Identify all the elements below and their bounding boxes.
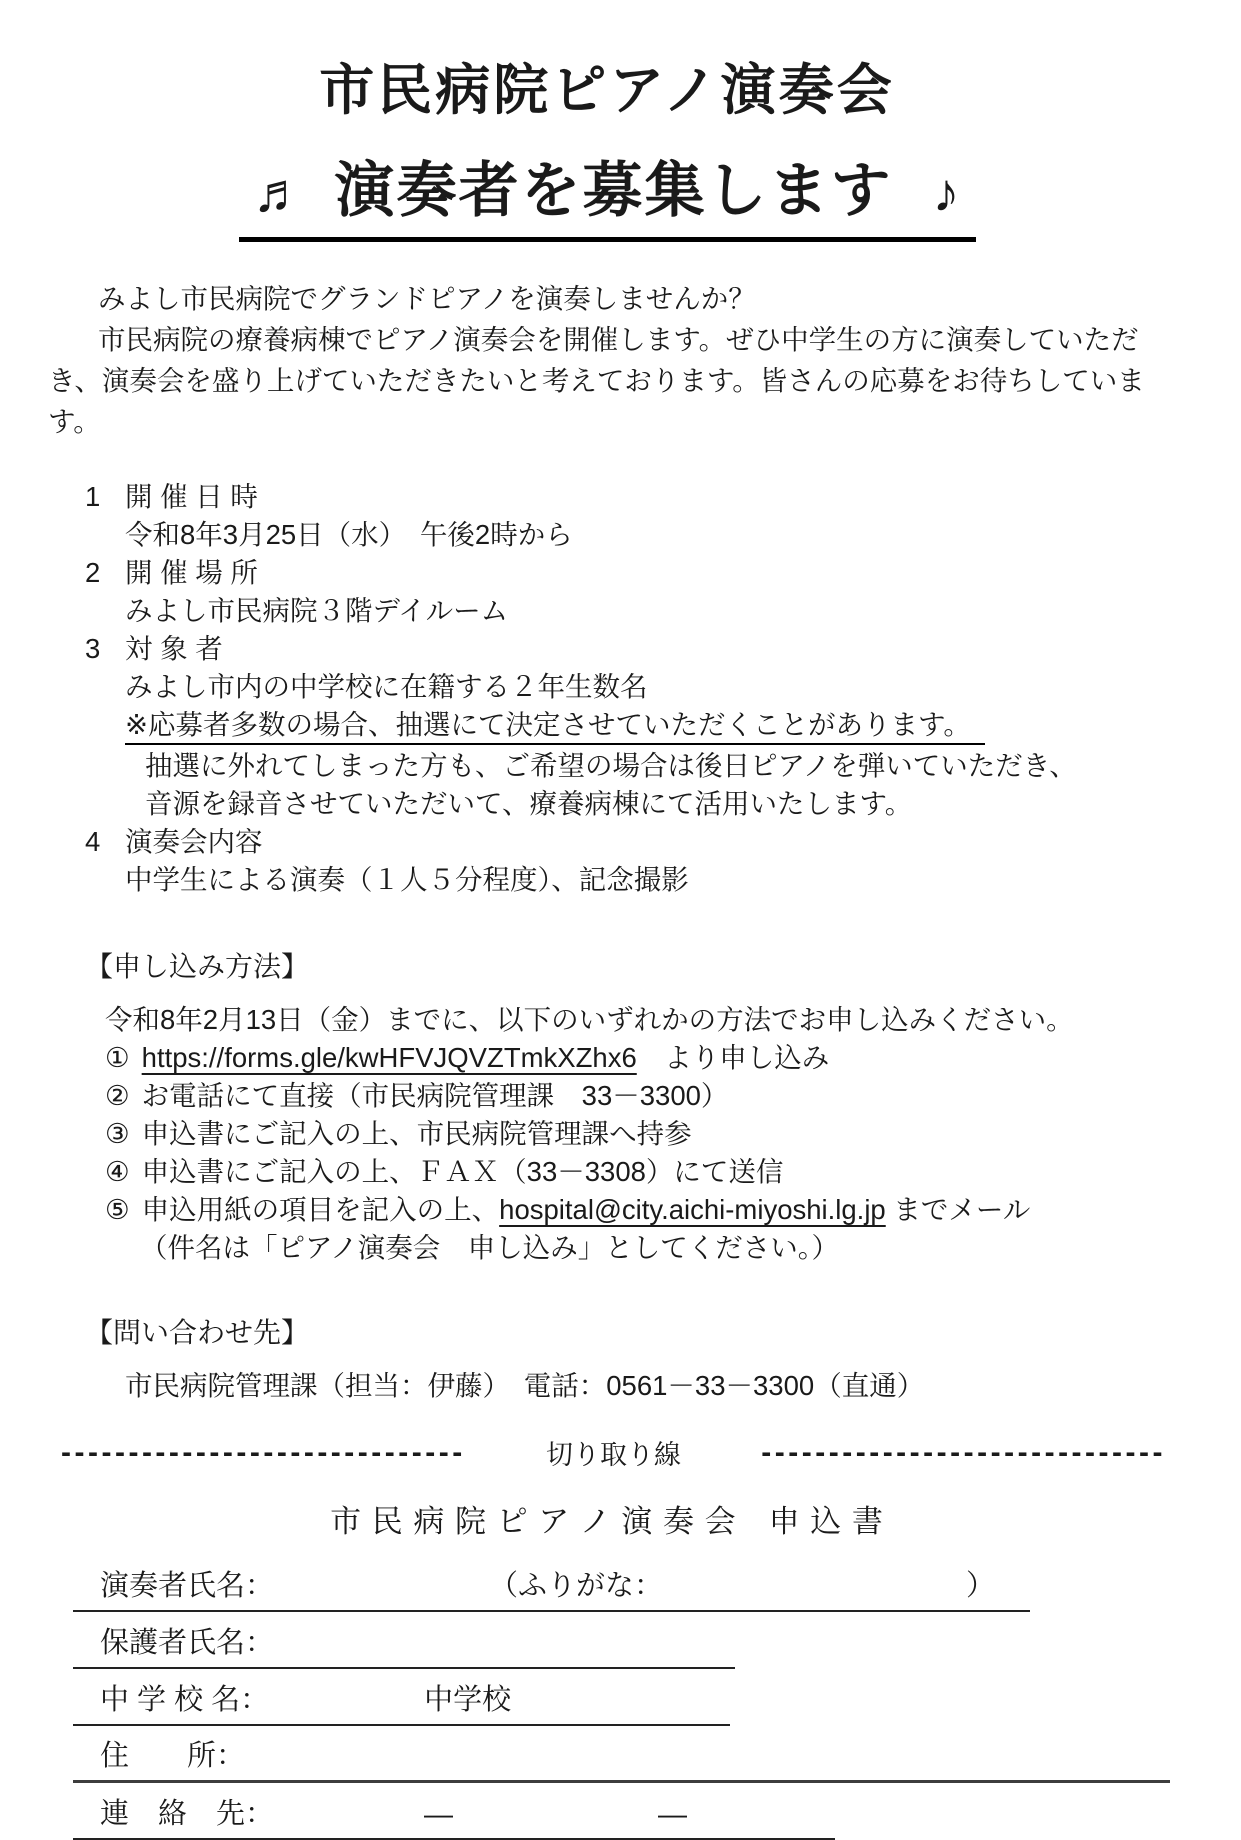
school-name-label: 中 学 校 名： [100,1684,270,1716]
subtitle-text: 演奏者を募集します [334,157,893,224]
form-row-school-name [73,1677,730,1726]
item-datetime [48,478,1166,554]
subtitle [48,143,1166,242]
method-text: 申込書にご記入の上、市民病院管理課へ持参 [141,1118,692,1149]
school-suffix: 中学校 [424,1684,512,1716]
furigana-close-paren: ） [965,1570,995,1602]
apply-method-email [105,1191,1166,1229]
item-sub-line: 抽選に外れてしまった方も、ご希望の場合は後日ピアノを弾いていただき、 [145,750,1077,781]
cut-line [61,1433,1166,1472]
item-heading: 開 催 日 時 [125,481,258,512]
item-number: 4 [85,826,101,857]
method-text: 申込用紙の項目を記入の上、 [141,1194,500,1225]
apply-method-bring [105,1115,1166,1153]
item-body-line: 令和8年3月25日（水） 午後2時から [125,519,573,550]
method-text: より申し込み [636,1042,830,1073]
cutline-label: 切り取り線 [546,1440,681,1470]
circled-number-icon: ② [105,1080,130,1111]
address-label: 住 所： [100,1740,246,1772]
form-row-guardian-name [73,1620,735,1669]
apply-section-heading: 【申し込み方法】 [85,951,310,982]
numbered-items [48,478,1166,899]
intro-paragraph-1: みよし市民病院でグランドピアノを演奏しませんか？ [98,283,756,314]
furigana-label: （ふりがな： [489,1570,664,1602]
intro-paragraph-2: 市民病院の療養病棟でピアノ演奏会を開催します。ぜひ中学生の方に演奏していただき、演奏会を盛り上げていただきたいと考えております。皆さんの応募をお待ちしています。 [48,324,1145,437]
method-text: 申込書にご記入の上、ＦＡＸ（33－3308）にて送信 [141,1156,784,1187]
guardian-name-label: 保護者氏名： [100,1627,275,1659]
intro-section [48,278,1166,442]
page-title: 市民病院ピアノ演奏会 [319,59,895,121]
beamed-note-icon: ♬ [252,163,309,223]
application-form-title: 市 民 病 院 ピ ア ノ 演 奏 会 申 込 書 [330,1504,884,1539]
item-venue [48,554,1166,630]
apply-method-phone [105,1077,1166,1115]
method-text: までメール [885,1194,1031,1225]
contact-line: 市民病院管理課（担当：伊藤） 電話：0561－33－3300（直通） [125,1370,925,1401]
cutline-dashes-left: ------------------------------ [61,1435,466,1469]
item-number: 3 [85,633,101,664]
item-body-line: 中学生による演奏（１人５分程度）、記念撮影 [125,864,689,895]
email-link[interactable]: hospital@city.aichi-miyoshi.lg.jp [499,1194,886,1225]
circled-number-icon: ⑤ [105,1194,130,1225]
apply-method-fax [105,1153,1166,1191]
item-heading: 演奏会内容 [125,826,263,857]
item-heading: 開 催 場 所 [125,557,258,588]
item-heading: 対 象 者 [125,633,223,664]
form-row-contact [73,1791,835,1840]
item-sub-line: 音源を録音させていただいて、療養病棟にて活用いたします。 [145,788,913,819]
cutline-dashes-right: ------------------------------ [761,1435,1166,1469]
subtitle-underlined [239,143,976,242]
contact-label: 連 絡 先： [100,1798,275,1830]
item-number: 1 [85,481,101,512]
form-row-address [73,1734,1170,1783]
circled-number-icon: ③ [105,1118,130,1149]
circled-number-icon: ④ [105,1156,130,1187]
apply-deadline: 令和8年2月13日（金）までに、以下のいずれかの方法でお申し込みください。 [105,1004,1074,1035]
email-subject-note: （件名は「ピアノ演奏会 申し込み」としてください。） [140,1232,840,1263]
contact-section-heading: 【問い合わせ先】 [85,1317,310,1348]
phone-dash: ― [424,1799,454,1831]
phone-dash: ― [658,1799,688,1831]
lottery-note-underlined: ※応募者多数の場合、抽選にて決定させていただくことがあります。 [125,708,985,745]
application-form [48,1563,1166,1840]
item-number: 2 [85,557,101,588]
performer-name-label: 演奏者氏名： [100,1570,275,1602]
eighth-note-icon: ♪ [932,163,962,223]
form-row-performer-name [73,1563,1030,1612]
forms-link[interactable]: https://forms.gle/kwHFVJQVZTmkXZhx6 [141,1042,637,1073]
lottery-note [125,706,1166,747]
item-body-line: みよし市民病院３階デイルーム [125,595,509,626]
method-text: お電話にて直接（市民病院管理課 33－3300） [141,1080,729,1111]
circled-number-icon: ① [105,1042,130,1073]
apply-method-web [105,1039,1166,1077]
item-body-line: みよし市内の中学校に在籍する２年生数名 [125,671,648,702]
item-program [48,823,1166,899]
item-eligibility [48,630,1166,823]
